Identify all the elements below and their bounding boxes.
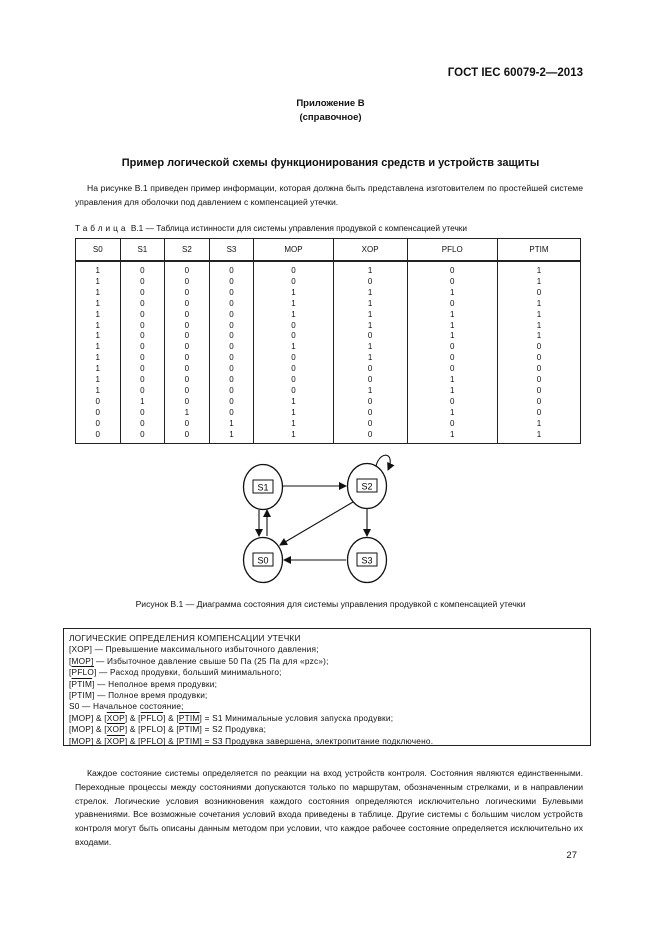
table-cell: 0	[254, 277, 333, 288]
table-cell: 0	[407, 261, 497, 277]
table-cell: 1	[497, 321, 580, 332]
table-cell: 0	[254, 321, 333, 332]
table-cell: 1	[254, 299, 333, 310]
table-cell: 1	[165, 408, 210, 419]
column-header: PFLO	[407, 239, 497, 262]
table-cell: 0	[209, 353, 254, 364]
equation-s3: [MOP] & $[\overline{XOP}]$ & [PFLO] & [PTIM] = S3 Продувка завершена, электропитание подключено.	[69, 735, 434, 746]
table-row	[76, 261, 581, 277]
table-cell: 0	[407, 364, 497, 375]
table-cell: 0	[165, 299, 210, 310]
table-cell: 1	[497, 299, 580, 310]
table-cell: 0	[497, 288, 580, 299]
table-row	[76, 419, 581, 430]
def-ptim-not: [PTIM] — Неполное время продувки;	[69, 678, 218, 689]
def-pflo-not: [PFLO] — Расход продувки, больший минимального;	[69, 667, 282, 678]
table-cell: 0	[165, 419, 210, 430]
table-cell: 1	[407, 288, 497, 299]
column-header: S1	[120, 239, 165, 262]
def-ptim: [PTIM] — Полное время продувки;	[69, 690, 208, 701]
table-cell: 0	[497, 375, 580, 386]
table-caption-text: В.1 — Таблица истинности для системы управления продувкой с компенсацией утечки	[130, 223, 468, 233]
table-cell: 0	[254, 261, 333, 277]
table-row	[76, 364, 581, 375]
figure-caption: Рисунок В.1 — Диаграмма состояния для системы управления продувкой с компенсацией утечки	[135, 599, 526, 609]
table-cell: 0	[209, 342, 254, 353]
table-cell: 0	[120, 321, 165, 332]
table-cell: 0	[165, 331, 210, 342]
table-cell: 1	[76, 299, 121, 310]
table-cell: 0	[254, 331, 333, 342]
table-cell: 1	[497, 261, 580, 277]
table-cell: 1	[497, 419, 580, 430]
table-cell: 0	[165, 397, 210, 408]
table-cell: 0	[120, 277, 165, 288]
state-node-s1	[244, 465, 283, 510]
table-cell: 0	[254, 375, 333, 386]
table-cell: 1	[76, 364, 121, 375]
column-header: S0	[76, 239, 121, 262]
table-cell: 1	[76, 261, 121, 277]
table-cell: 0	[209, 386, 254, 397]
table-cell: 0	[120, 375, 165, 386]
table-cell: 0	[333, 397, 407, 408]
table-cell: 1	[254, 310, 333, 321]
state-label-s3: S3	[361, 555, 373, 566]
table-cell: 0	[76, 397, 121, 408]
table-cell: 0	[209, 397, 254, 408]
table-row	[76, 331, 581, 342]
table-cell: 0	[165, 261, 210, 277]
table-cell: 0	[209, 331, 254, 342]
table-cell: 0	[209, 310, 254, 321]
table-cell: 0	[209, 277, 254, 288]
table-cell: 1	[407, 430, 497, 443]
table-cell: 0	[120, 342, 165, 353]
table-cell: 1	[333, 288, 407, 299]
intro-paragraph	[75, 182, 583, 210]
table-cell: 0	[209, 364, 254, 375]
table-cell: 1	[76, 375, 121, 386]
table-cell: 0	[497, 353, 580, 364]
closing-text: Каждое состояние системы определяется по реакции на вход устройств контроля. Состояния являются единственными. Переходные процессы между состояниями допускаются только по маршрутам, обозначенным стрелками, и в направлении стрелок. Логические условия возникновения каждого состояния определяются исключительно логическими Булевыми уравнениями. Все возможные сочетания условий входа приведены в таблице. Другие системы с большим числом устройств контроля могут быть описаны данным методом при условии, что каждое рабочее состояние определяется исключительно их входами.	[75, 768, 583, 847]
document-header: ГОСТ IEC 60079-2—2013	[447, 67, 583, 79]
column-header: S2	[165, 239, 210, 262]
table-row	[76, 321, 581, 332]
table-cell: 0	[120, 364, 165, 375]
table-row	[76, 310, 581, 321]
table-cell: 1	[333, 386, 407, 397]
table-cell: 0	[120, 261, 165, 277]
table-cell: 0	[254, 386, 333, 397]
table-row	[76, 288, 581, 299]
table-cell: 0	[120, 310, 165, 321]
table-cell: 0	[407, 397, 497, 408]
table-cell: 1	[254, 408, 333, 419]
annex-subtitle: (справочное)	[299, 112, 362, 123]
truth-table	[75, 238, 581, 444]
table-row	[76, 375, 581, 386]
table-cell: 0	[497, 342, 580, 353]
table-cell: 0	[209, 408, 254, 419]
column-header: XOP	[333, 239, 407, 262]
table-row	[76, 397, 581, 408]
table-cell: 1	[333, 261, 407, 277]
state-node-s3	[348, 538, 387, 583]
table-row	[76, 299, 581, 310]
table-cell: 0	[407, 277, 497, 288]
table-cell: 0	[165, 321, 210, 332]
column-header: MOP	[254, 239, 333, 262]
table-cell: 0	[333, 408, 407, 419]
state-label-s0: S0	[257, 555, 269, 566]
table-cell: 0	[120, 331, 165, 342]
table-cell: 0	[165, 430, 210, 443]
table-cell: 0	[333, 375, 407, 386]
equation-s1: [MOP] & $[\overline{XOP}]$ & [PFLO] & [PTIM] = S1 Минимальные условия запуска продувки;	[69, 712, 394, 723]
table-cell: 0	[165, 375, 210, 386]
table-cell: 1	[407, 310, 497, 321]
table-cell: 1	[407, 386, 497, 397]
table-cell: 0	[333, 331, 407, 342]
def-xop: [XOP] — Превышение максимального избыточного давления;	[69, 644, 319, 655]
table-cell: 0	[165, 353, 210, 364]
table-row	[76, 342, 581, 353]
state-node-s0	[244, 538, 283, 583]
table-cell: 1	[254, 397, 333, 408]
state-label-s2: S2	[361, 481, 373, 492]
table-cell: 0	[407, 353, 497, 364]
table-cell: 0	[333, 430, 407, 443]
table-cell: 1	[254, 288, 333, 299]
arrow-s2-to-s0	[280, 502, 353, 545]
table-cell: 1	[333, 353, 407, 364]
table-cell: 0	[407, 419, 497, 430]
table-cell: 0	[333, 364, 407, 375]
table-cell: 0	[254, 364, 333, 375]
table-cell: 1	[254, 342, 333, 353]
equation-s2: [MOP] & $[\overline{XOP}]$ & [PFLO] & [PTIM] = S2 Продувка;	[69, 724, 267, 735]
state-diagram	[230, 446, 405, 586]
table-cell: 0	[407, 342, 497, 353]
table-cell: 1	[76, 331, 121, 342]
table-cell: 1	[76, 321, 121, 332]
table-cell: 1	[76, 288, 121, 299]
column-header: PTIM	[497, 239, 580, 262]
table-body	[76, 261, 581, 443]
table-cell: 1	[407, 375, 497, 386]
table-cell: 1	[120, 397, 165, 408]
table-cell: 1	[333, 342, 407, 353]
table-cell: 1	[76, 353, 121, 364]
table-cell: 0	[120, 353, 165, 364]
def-mop: [MOP] — Избыточное давление свыше 50 Па (25 Па для «pzc»);	[69, 655, 329, 666]
state-node-s2	[348, 464, 387, 509]
table-cell: 0	[497, 397, 580, 408]
table-cell: 1	[76, 310, 121, 321]
table-cell: 1	[76, 277, 121, 288]
annex-title: Приложение В	[296, 98, 365, 109]
table-row	[76, 386, 581, 397]
table-row	[76, 353, 581, 364]
table-cell: 0	[497, 408, 580, 419]
table-row	[76, 430, 581, 443]
table-cell: 1	[497, 331, 580, 342]
table-cell: 0	[165, 364, 210, 375]
table-cell: 0	[209, 321, 254, 332]
table-cell: 0	[254, 353, 333, 364]
table-cell: 0	[120, 419, 165, 430]
table-cell: 0	[165, 277, 210, 288]
table-cell: 1	[209, 430, 254, 443]
table-cell: 0	[76, 408, 121, 419]
table-cell: 0	[497, 364, 580, 375]
table-cell: 1	[333, 310, 407, 321]
table-cell: 1	[76, 342, 121, 353]
table-cell: 0	[333, 277, 407, 288]
section-title: Пример логической схемы функционирования средств и устройств защиты	[121, 157, 540, 169]
definitions-list	[69, 633, 433, 747]
table-cell: 1	[407, 331, 497, 342]
table-cell: 0	[209, 375, 254, 386]
table-cell: 0	[120, 408, 165, 419]
annex-heading	[0, 97, 661, 125]
page-number: 27	[566, 850, 577, 861]
state-label-s1: S1	[257, 482, 269, 493]
def-s0: S0 — Начальное состояние;	[69, 701, 184, 712]
table-cell: 1	[333, 299, 407, 310]
table-cell: 1	[497, 430, 580, 443]
table-cell: 1	[254, 419, 333, 430]
table-cell: 0	[120, 299, 165, 310]
intro-text: На рисунке В.1 приведен пример информации, которая должна быть представлена изготовителем по простейшей системе управления для оболочки под давлением с компенсацией утечки.	[75, 183, 583, 207]
table-cell: 0	[165, 310, 210, 321]
table-cell: 0	[76, 430, 121, 443]
table-row	[76, 277, 581, 288]
table-cell: 1	[76, 386, 121, 397]
table-cell: 0	[165, 386, 210, 397]
table-cell: 1	[209, 419, 254, 430]
table-cell: 1	[497, 277, 580, 288]
table-cell: 0	[407, 299, 497, 310]
table-cell: 1	[407, 408, 497, 419]
table-cell: 0	[120, 288, 165, 299]
table-cell: 0	[209, 288, 254, 299]
table-cell: 0	[333, 419, 407, 430]
column-header: S3	[209, 239, 254, 262]
table-header-row	[76, 239, 581, 262]
table-cell: 0	[497, 386, 580, 397]
table-caption-word: Таблица	[75, 223, 129, 233]
table-cell: 0	[165, 342, 210, 353]
table-cell: 1	[333, 321, 407, 332]
table-cell: 0	[120, 430, 165, 443]
table-cell: 1	[254, 430, 333, 443]
definitions-title: ЛОГИЧЕСКИЕ ОПРЕДЕЛЕНИЯ КОМПЕНСАЦИИ УТЕЧКИ	[69, 633, 301, 643]
table-cell: 0	[209, 261, 254, 277]
table-cell: 1	[407, 321, 497, 332]
table-cell: 0	[209, 299, 254, 310]
table-row	[76, 408, 581, 419]
table-cell: 0	[76, 419, 121, 430]
closing-paragraph	[75, 767, 583, 850]
table-cell: 0	[120, 386, 165, 397]
table-caption	[75, 223, 467, 233]
table-cell: 0	[165, 288, 210, 299]
table-cell: 1	[497, 310, 580, 321]
